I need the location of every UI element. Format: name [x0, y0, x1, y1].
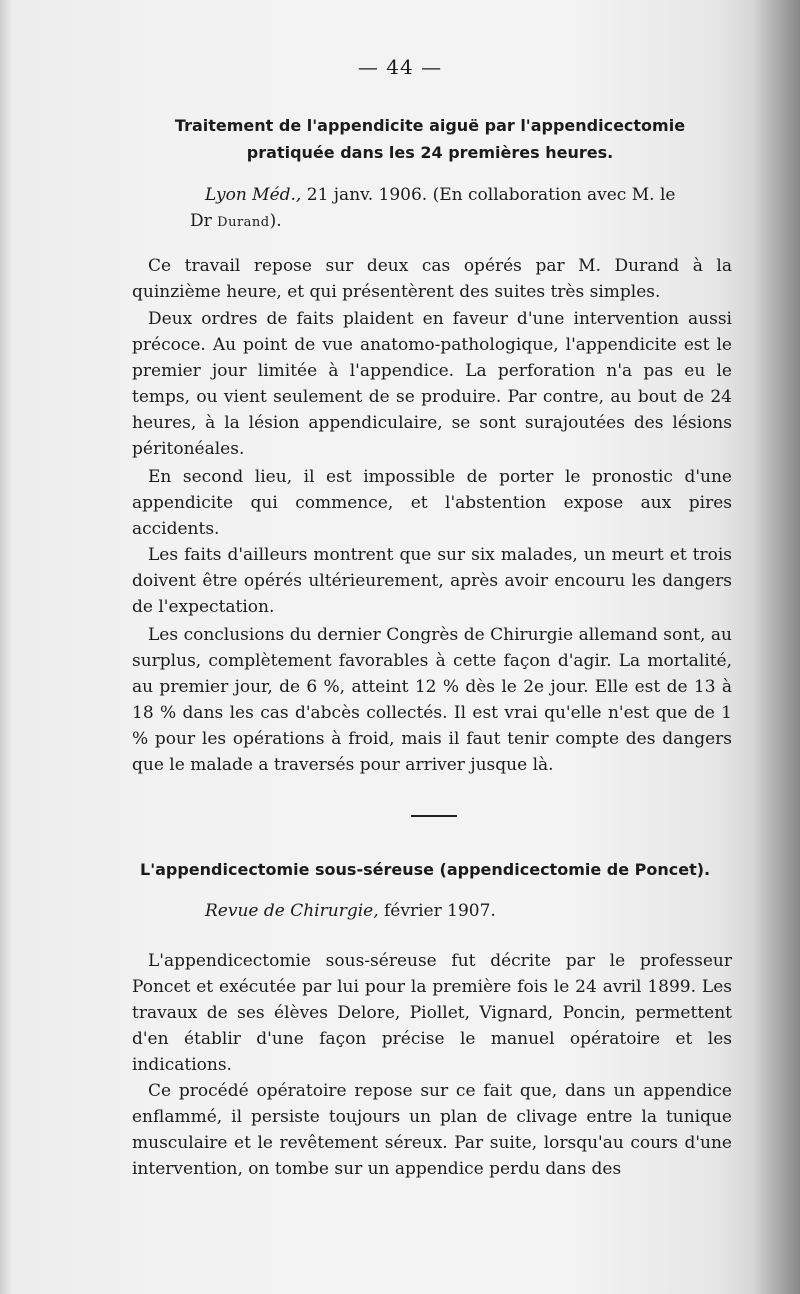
- reference-1-author: Durand: [217, 215, 270, 230]
- page-gutter-shadow: [754, 0, 800, 1294]
- paragraph: L'appendicectomie sous-séreuse fut décrite par le professeur Poncet et exécutée par lui pour la première fois le 24 avril 1899. Les travaux de ses élèves Delore, Piollet, Vignard, Poncin, permettent d'en établir d'une façon précise le manuel opératoire et les indications.: [132, 951, 732, 1075]
- section-title-1: Traitement de l'appendicite aiguë par l'appendicectomie pratiquée dans les 24 premières heures.: [174, 116, 686, 162]
- reference-1-line2: [190, 208, 730, 236]
- section-separator: [411, 815, 457, 817]
- paragraph: Ce procédé opératoire repose sur ce fait que, dans un appendice enflammé, il persiste toujours un plan de clivage entre la tunique musculaire et le revêtement séreux. Par suite, lorsqu'au cours d'une intervention, on tombe sur un appendice perdu dans des: [132, 1081, 732, 1179]
- page-number: — 44 —: [357, 55, 443, 79]
- paragraph: Ce travail repose sur deux cas opérés par M. Durand à la quinzième heure, et qui présentèrent des suites très simples.: [132, 256, 732, 302]
- paragraph: Les conclusions du dernier Congrès de Chirurgie allemand sont, au surplus, complètement favorables à cette façon d'agir. La mortalité, au premier jour, de 6 %, atteint 12 % dès le 2e jour. Elle est de 13 à 18 % dans les cas d'abcès collectés. Il est vrai qu'elle n'est que de 1 % pour les opérations à froid, mais il faut tenir compte des dangers que le malade a traversés pour arriver jusque là.: [132, 625, 732, 775]
- paragraph: En second lieu, il est impossible de porter le pronostic d'une appendicite qui commence, et l'abstention expose aux pires accidents.: [132, 467, 732, 539]
- paragraph: Les faits d'ailleurs montrent que sur six malades, un meurt et trois doivent être opérés ultérieurement, après avoir encouru les dangers de l'expectation.: [132, 545, 732, 617]
- reference-1-details: 21 janv. 1906. (En collaboration avec M. le: [301, 185, 676, 205]
- page-left-edge: [0, 0, 12, 1294]
- reference-1-tail: ).: [269, 211, 282, 231]
- reference-2: [205, 898, 725, 924]
- paragraph: Deux ordres de faits plaident en faveur d'une intervention aussi précoce. Au point de vue anatomo-pathologique, l'appendicite est le premier jour limitée à l'appendice. La perforation n'a pas eu le temps, ou vient seulement de se produire. Par contre, au bout de 24 heures, à la lésion appendiculaire, se sont surajoutées des lésions péritonéales.: [132, 309, 732, 459]
- reference-2-details: février 1907.: [378, 901, 496, 921]
- journal-name-1: Lyon Méd.,: [205, 185, 302, 205]
- reference-1-title: Dr: [190, 211, 212, 231]
- journal-name-2: Revue de Chirurgie,: [205, 901, 379, 921]
- section-title-2: L'appendicectomie sous-séreuse (appendicectomie de Poncet).: [140, 860, 711, 879]
- reference-1: [190, 182, 730, 236]
